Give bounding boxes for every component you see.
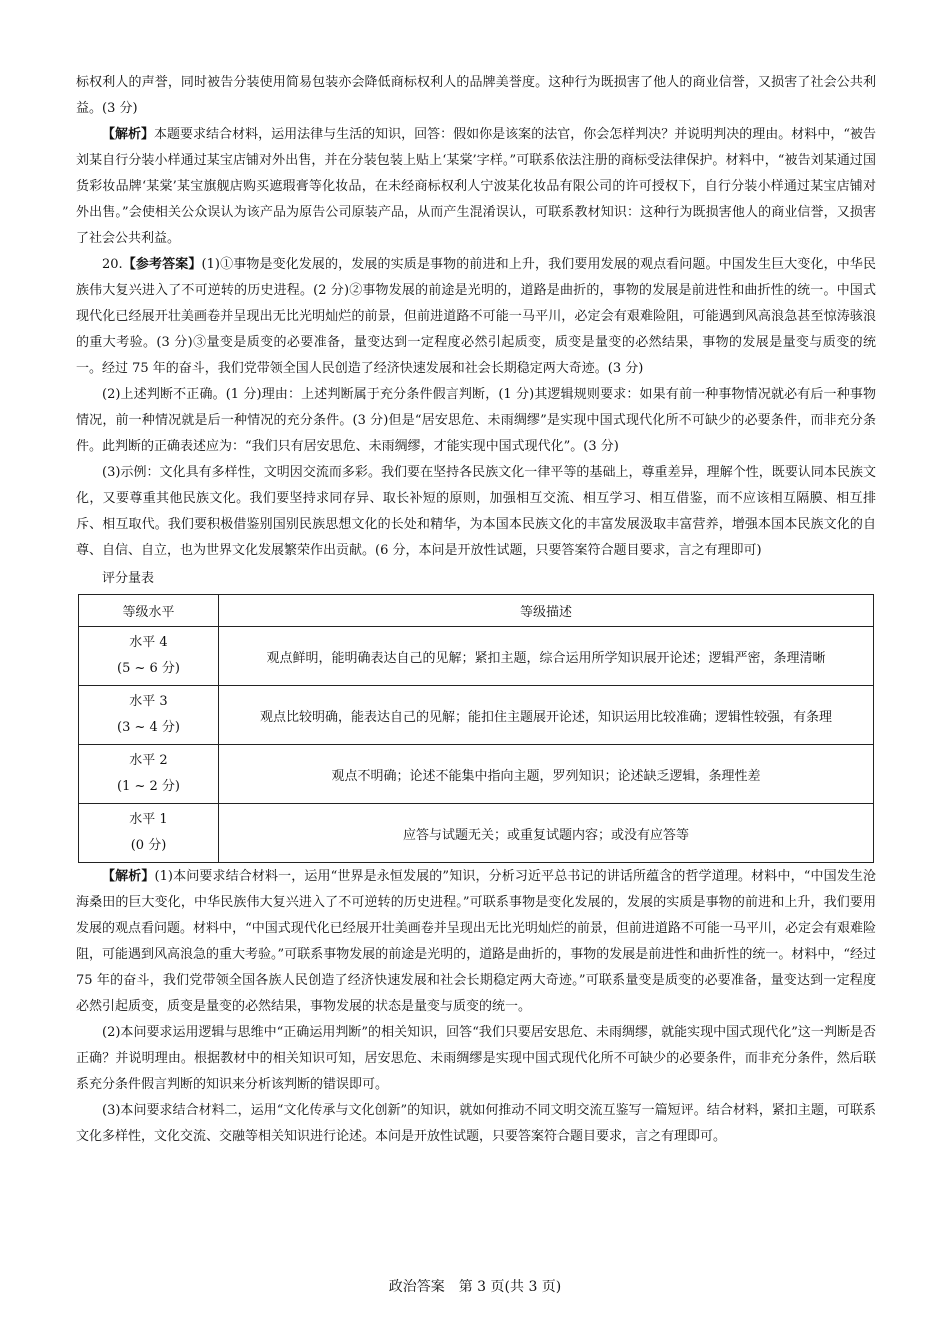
level-name: 水平 3 — [129, 694, 168, 709]
analysis-label: 【解析】 — [102, 869, 155, 884]
q19-analysis — [76, 122, 876, 252]
q20-answer-part1 — [76, 252, 876, 382]
rubric-header-row — [79, 595, 874, 627]
rubric-table — [78, 594, 874, 863]
rubric-desc-cell: 观点不明确；论述不能集中指向主题，罗列知识；论述缺乏逻辑，条理性差 — [219, 745, 874, 804]
q20-analysis-part1 — [76, 864, 876, 1020]
page-footer: 政治答案 第 3 页(共 3 页) — [388, 1279, 562, 1295]
rubric-level-cell — [79, 686, 219, 745]
level-name: 水平 1 — [129, 812, 168, 827]
level-points: (0 分) — [130, 838, 167, 853]
q19-answer-tail: 标权利人的声誉，同时被告分装使用简易包装亦会降低商标权利人的品牌美誉度。这种行为既损害了他人的商业信誉，又损害了社会公共利益。(3 分) — [76, 75, 876, 116]
table-row — [79, 804, 874, 863]
level-points: (3 ~ 4 分) — [117, 720, 180, 735]
rubric-header-level: 等级水平 — [79, 595, 219, 627]
q19-analysis-text: 本题要求结合材料，运用法律与生活的知识，回答：假如你是该案的法官，你会怎样判决？并说明判决的理由。材料中，“被告刘某自行分装小样通过某宝店铺对外出售，并在分装包装上贴上‘某棠’字样。”可联系依法注册的商标受法律保护。材料中，“被告刘某通过国货彩妆品牌‘某棠’某宝旗舰店购买遮瑕膏等化妆品，在未经商标权利人宁波某化妆品有限公司的许可授权下，自行分装小样通过某宝店铺对外出售。”会使相关公众误认为该产品为原告公司原装产品，从而产生混淆误认，可联系教材知识：这种行为既损害他人的商业信誉，又损害了社会公共利益。 — [76, 127, 876, 246]
q20-analysis-part1-text: (1)本问要求结合材料一，运用“世界是永恒发展的”知识，分析习近平总书记的讲话所蕴含的哲学道理。材料中，“中国发生沧海桑田的巨大变化，中华民族伟大复兴进入了不可逆转的历史进程。”可联系事物是变化发展的，发展的实质是事物的前进和上升，我们要用发展的观点看问题。材料中，“中国式现代化已经展开壮美画卷并呈现出无比光明灿烂的前景，但前进道路不可能一马平川，必定会有艰难险阻，可能遇到风高浪急的重大考验。”可联系事物发展的前途是光明的，道路是曲折的，事物的发展是前进性和曲折性的统一。材料中，“经过 75 年的奋斗，我们党带领全国各族人民创造了经济快速发展和社会长期稳定两大奇迹。”可联系量变是质变的必要准备，量变达到一定程度必然引起质变，质变是量变的必然结果，事物发展的状态是量变与质变的统一。 — [76, 869, 876, 1014]
rubric-desc-cell: 应答与试题无关；或重复试题内容；或没有应答等 — [219, 804, 874, 863]
q20-number: 20. — [102, 257, 123, 272]
level-points: (1 ~ 2 分) — [117, 779, 180, 794]
level-name: 水平 2 — [129, 753, 168, 768]
q20-analysis-part3: (3)本问要求结合材料二，运用“文化传承与文化创新”的知识，就如何推动不同文明交流互鉴写一篇短评。结合材料，紧扣主题，可联系文化多样性，文化交流、交融等相关知识进行论述。本问是开放性试题，只要答案符合题目要求，言之有理即可。 — [76, 1103, 876, 1144]
rubric-level-cell — [79, 627, 219, 686]
rubric-level-cell — [79, 745, 219, 804]
q20-part1-text: (1)①事物是变化发展的，发展的实质是事物的前进和上升，我们要用发展的观点看问题。中国发生巨大变化，中华民族伟大复兴进入了不可逆转的历史进程。(2 分)②事物发展的前途是光明的，道路是曲折的，事物的发展是前进性和曲折性的统一。中国式现代化已经展开壮美画卷并呈现出无比光明灿烂的前景，但前进道路不可能一马平川，必定会有艰难险阻，可能遇到风高浪急甚至惊涛骇浪的重大考验。(3 分)③量变是质变的必要准备，量变达到一定程度必然引起质变，质变是量变的必然结果，事物的发展是量变与质变的统一。经过 75 年的奋斗，我们党带领全国人民创造了经济快速发展和社会长期稳定两大奇迹。(3 分) — [76, 257, 876, 376]
rubric-header-desc: 等级描述 — [219, 595, 874, 627]
level-name: 水平 4 — [129, 635, 168, 650]
table-row — [79, 745, 874, 804]
q20-answer-part3: (3)示例：文化具有多样性，文明因交流而多彩。我们要在坚持各民族文化一律平等的基础上，尊重差异，理解个性，既要认同本民族文化，又要尊重其他民族文化。我们要坚持求同存异、取长补短的原则，加强相互交流、相互学习、相互借鉴，而不应该相互隔膜、相互排斥、相互取代。我们要积极借鉴别国别民族思想文化的长处和精华，为本国本民族文化的丰富发展汲取丰富营养，增强本国本民族文化的自尊、自信、自立，也为世界文化发展繁荣作出贡献。(6 分，本问是开放性试题，只要答案符合题目要求，言之有理即可) — [76, 465, 876, 558]
table-row — [79, 686, 874, 745]
level-points: (5 ~ 6 分) — [117, 661, 180, 676]
q20-answer-part2: (2)上述判断不正确。(1 分)理由：上述判断属于充分条件假言判断，(1 分)其逻辑规则要求：如果有前一种事物情况就必有后一种事物情况，前一种情况就是后一种情况的充分条件。(3 分)但是“居安思危、未雨绸缪”是实现中国式现代化所不可缺少的必要条件，而非充分条件。此判断的正确表述应为：“我们只有居安思危、未雨绸缪，才能实现中国式现代化”。(3 分) — [76, 387, 876, 454]
rubric-desc-cell: 观点鲜明，能明确表达自己的见解；紧扣主题，综合运用所学知识展开论述；逻辑严密，条理清晰 — [219, 627, 874, 686]
reference-answer-label: 【参考答案】 — [122, 257, 202, 272]
document-body — [76, 70, 876, 1150]
q20-analysis-part2: (2)本问要求运用逻辑与思维中“正确运用判断”的相关知识，回答“我们只要居安思危、未雨绸缪，就能实现中国式现代化”这一判断是否正确？并说明理由。根据教材中的相关知识可知，居安思危、未雨绸缪是实现中国式现代化所不可缺少的必要条件，而非充分条件，然后联系充分条件假言判断的知识来分析该判断的错误即可。 — [76, 1025, 876, 1092]
rubric-level-cell — [79, 804, 219, 863]
rubric-desc-cell: 观点比较明确，能表达自己的见解；能扣住主题展开论述，知识运用比较准确；逻辑性较强，有条理 — [219, 686, 874, 745]
rubric-title: 评分量表 — [102, 571, 155, 586]
table-row — [79, 627, 874, 686]
analysis-label: 【解析】 — [102, 127, 155, 142]
